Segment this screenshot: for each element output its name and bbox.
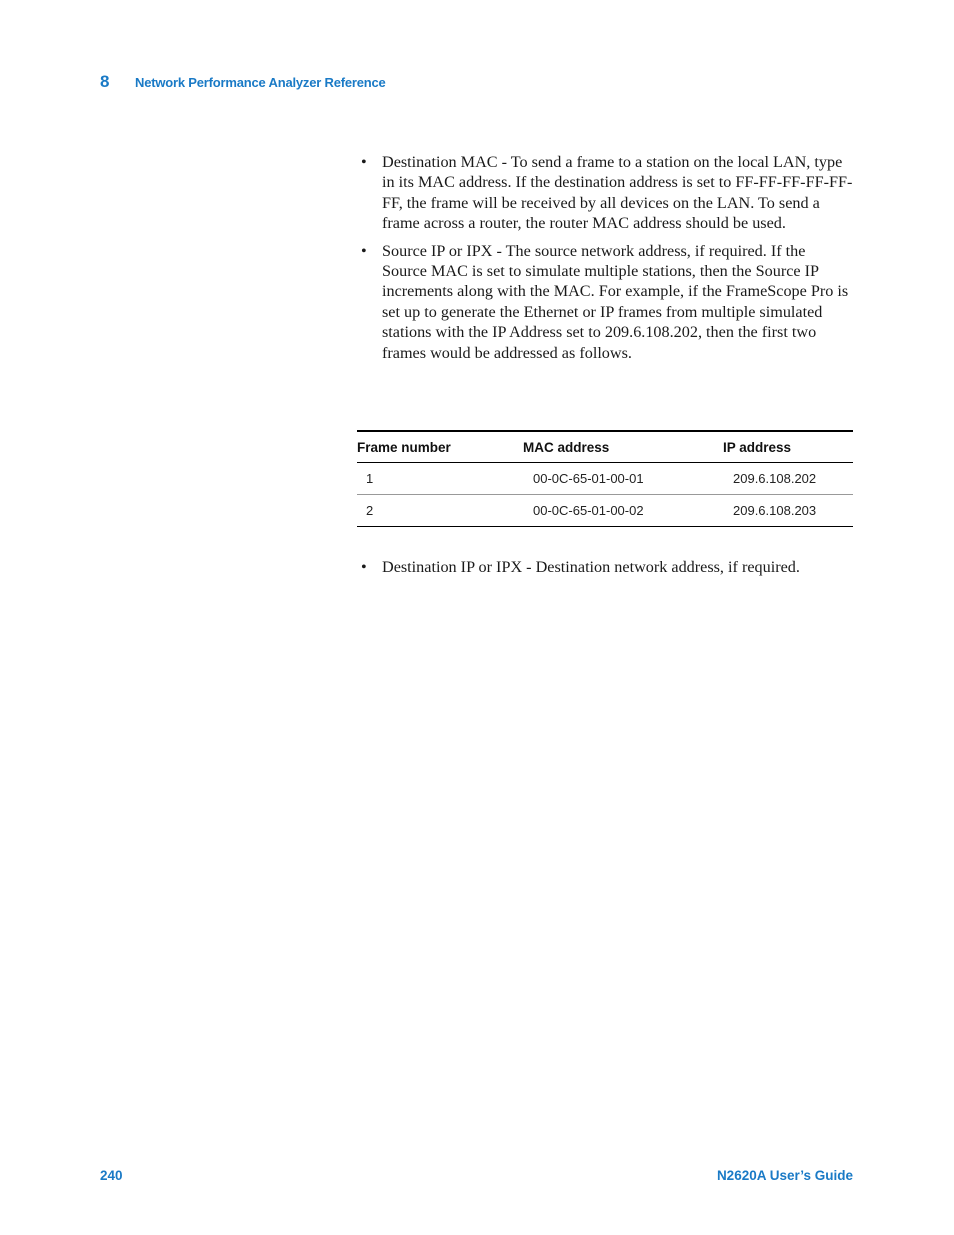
cell-frame-number: 2 <box>366 503 374 518</box>
bullet-list-bottom <box>358 557 854 584</box>
bullet-item-destination-ip <box>358 557 854 577</box>
header-mac-address: MAC address <box>523 431 723 463</box>
header-frame-number: Frame number <box>357 431 523 463</box>
bullet-dot: • <box>361 241 367 260</box>
bullet-list-top <box>358 152 854 370</box>
bullet-item-destination-mac <box>358 152 854 234</box>
table-row <box>357 463 853 495</box>
bullet-dot: • <box>361 558 367 576</box>
page-number: 240 <box>100 1168 123 1183</box>
running-header <box>100 72 386 94</box>
bullet-text: Destination MAC - To send a frame to a station on the local LAN, type in its MAC address. If the destination address is set to FF-FF-FF-FF-FF-FF, the frame will be received by all devices on the LAN. To send a frame across a router, the router MAC address should be used. <box>382 153 853 233</box>
chapter-title: Network Performance Analyzer Reference <box>135 75 386 90</box>
bullet-text: Destination IP or IPX - Destination network address, if required. <box>382 558 800 576</box>
chapter-number: 8 <box>100 72 110 91</box>
cell-frame-number: 1 <box>357 463 523 495</box>
header-ip-address: IP address <box>723 431 853 463</box>
guide-title: N2620A User’s Guide <box>716 1168 853 1183</box>
frame-address-table <box>357 430 853 527</box>
bullet-dot: • <box>361 153 367 171</box>
table-row <box>357 495 853 527</box>
bullet-item-source-ip <box>358 241 854 363</box>
cell-ip-address: 209.6.108.202 <box>723 463 853 495</box>
cell-mac-address: 00-0C-65-01-00-02 <box>533 503 644 518</box>
table-header-row <box>357 431 853 463</box>
cell-mac-address: 00-0C-65-01-00-01 <box>523 463 723 495</box>
bullet-text: Source IP or IPX - The source network address, if required. If the Source MAC is set to simulate multiple stations, then the Source IP increments along with the MAC. For example, if the FrameScope Pro is set up to generate the Ethernet or IP frames from multiple simulated stations with the IP Address set to 209.6.108.202, then the first two frames would be addressed as follows. <box>382 241 849 362</box>
cell-ip-address: 209.6.108.203 <box>733 503 817 518</box>
